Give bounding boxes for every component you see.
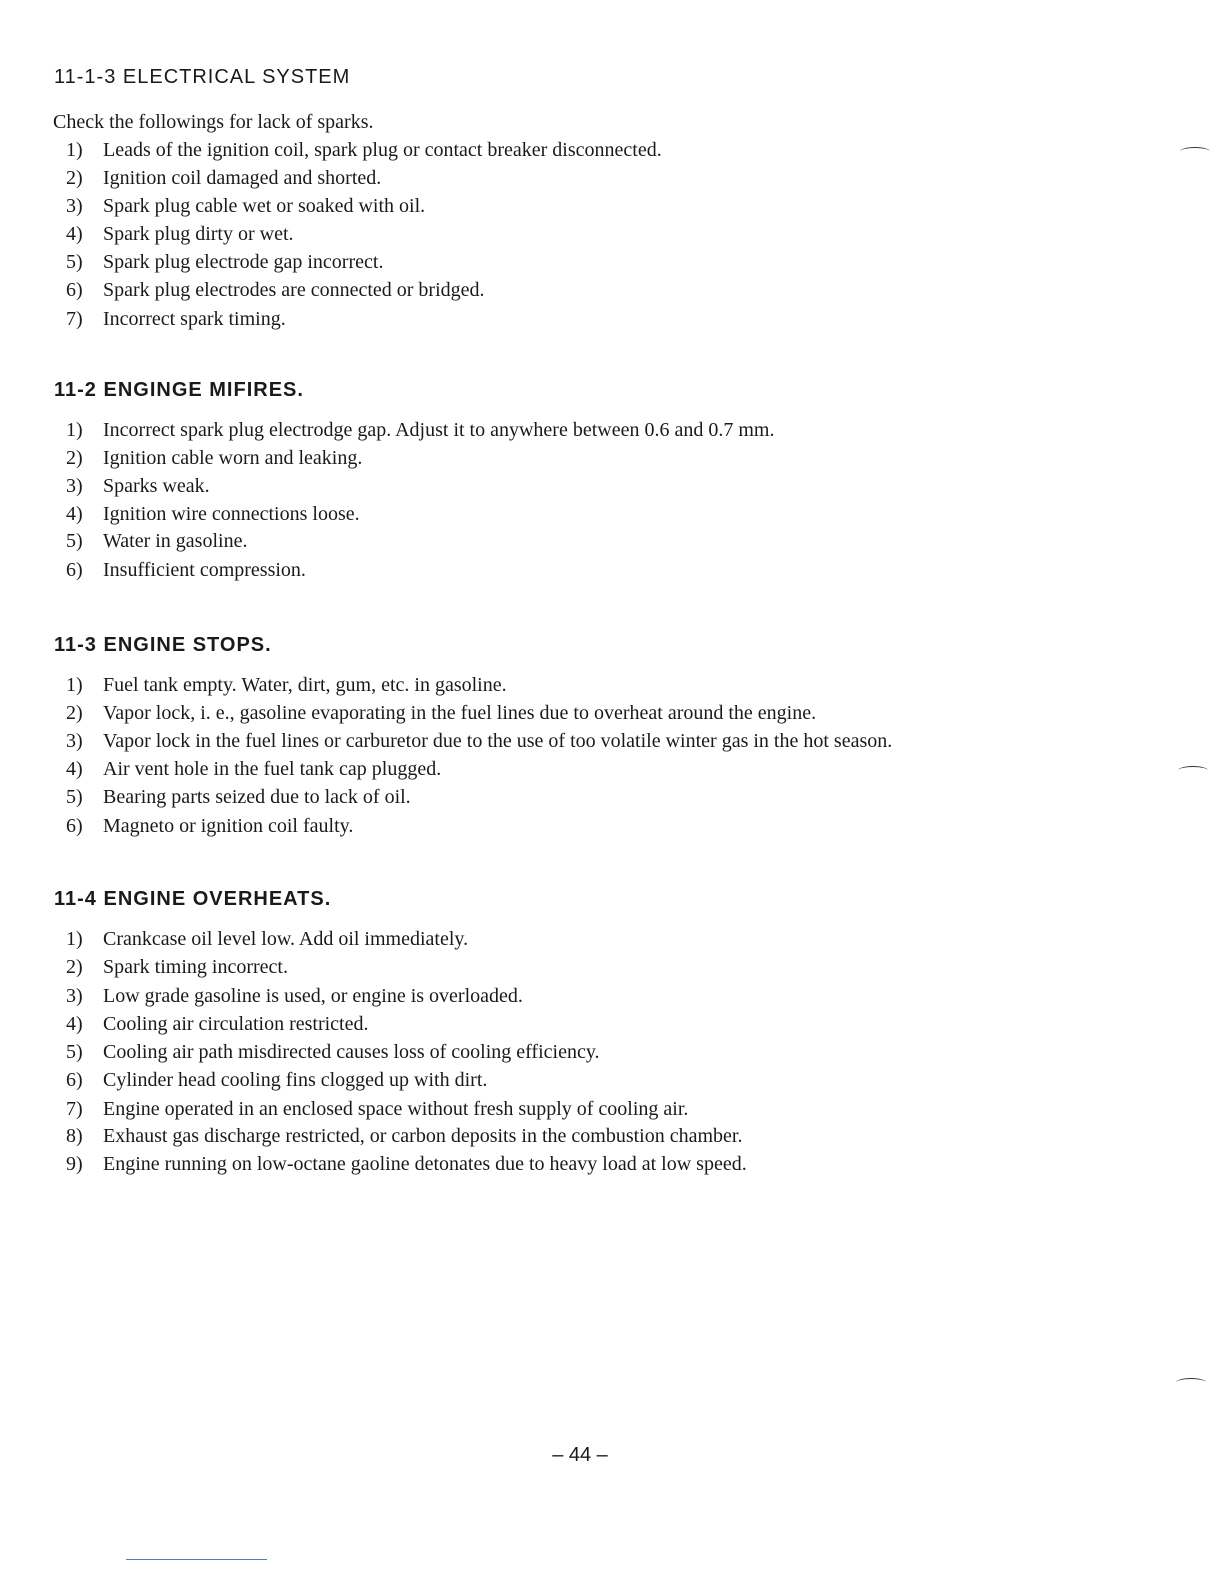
item-text: Spark plug dirty or wet. [103, 223, 294, 245]
item-number: 6) [66, 815, 83, 837]
item-text: Magneto or ignition coil faulty. [103, 815, 354, 837]
item-number: 1) [66, 419, 83, 441]
item-number: 2) [66, 447, 83, 469]
item-text: Leads of the ignition coil, spark plug or contact breaker disconnected. [103, 139, 662, 161]
section-heading-engine-misfires: 11-2 ENGINGE MIFIRES. [54, 379, 304, 401]
item-number: 1) [66, 139, 83, 161]
item-number: 4) [66, 223, 83, 245]
item-text: Spark plug electrode gap incorrect. [103, 251, 384, 273]
item-text: Vapor lock, i. e., gasoline evaporating in the fuel lines due to overheat around the engine. [103, 702, 817, 724]
section-heading-engine-overheats: 11-4 ENGINE OVERHEATS. [54, 888, 332, 910]
item-text: Crankcase oil level low. Add oil immediately. [103, 928, 469, 950]
binder-mark [1176, 1378, 1206, 1387]
item-number: 4) [66, 758, 83, 780]
item-number: 3) [66, 195, 83, 217]
item-number: 1) [66, 928, 83, 950]
item-number: 6) [66, 279, 83, 301]
item-text: Engine running on low-octane gaoline detonates due to heavy load at low speed. [103, 1153, 747, 1175]
item-text: Ignition cable worn and leaking. [103, 447, 363, 469]
item-number: 2) [66, 702, 83, 724]
item-text: Incorrect spark plug electrodge gap. Adjust it to anywhere between 0.6 and 0.7 mm. [103, 419, 775, 441]
item-text: Water in gasoline. [103, 530, 248, 552]
item-text: Cooling air path misdirected causes loss of cooling efficiency. [103, 1041, 600, 1063]
item-number: 1) [66, 674, 83, 696]
item-text: Cooling air circulation restricted. [103, 1013, 369, 1035]
item-number: 3) [66, 475, 83, 497]
item-number: 8) [66, 1125, 83, 1147]
item-number: 6) [66, 1069, 83, 1091]
binder-mark [1178, 766, 1208, 775]
item-text: Low grade gasoline is used, or engine is overloaded. [103, 985, 523, 1007]
section-heading-electrical-system: 11-1-3 ELECTRICAL SYSTEM [54, 66, 351, 88]
item-number: 5) [66, 786, 83, 808]
item-number: 9) [66, 1153, 83, 1175]
item-text: Ignition coil damaged and shorted. [103, 167, 382, 189]
item-number: 2) [66, 167, 83, 189]
item-number: 5) [66, 1041, 83, 1063]
footer-rule [126, 1559, 267, 1560]
item-number: 5) [66, 530, 83, 552]
item-text: Spark plug electrodes are connected or bridged. [103, 279, 485, 301]
item-text: Insufficient compression. [103, 559, 306, 581]
item-text: Exhaust gas discharge restricted, or carbon deposits in the combustion chamber. [103, 1125, 743, 1147]
item-text: Incorrect spark timing. [103, 308, 286, 330]
page-number: – 44 – [552, 1444, 608, 1466]
item-number: 6) [66, 559, 83, 581]
item-text: Spark timing incorrect. [103, 956, 288, 978]
item-text: Fuel tank empty. Water, dirt, gum, etc. in gasoline. [103, 674, 507, 696]
item-number: 7) [66, 1098, 83, 1120]
item-text: Spark plug cable wet or soaked with oil. [103, 195, 426, 217]
item-text: Air vent hole in the fuel tank cap plugged. [103, 758, 442, 780]
section-intro: Check the followings for lack of sparks. [53, 111, 374, 133]
item-number: 4) [66, 503, 83, 525]
item-number: 4) [66, 1013, 83, 1035]
item-text: Bearing parts seized due to lack of oil. [103, 786, 411, 808]
section-heading-engine-stops: 11-3 ENGINE STOPS. [54, 634, 272, 656]
item-text: Ignition wire connections loose. [103, 503, 360, 525]
item-text: Vapor lock in the fuel lines or carburetor due to the use of too volatile winter gas in the hot season. [103, 730, 893, 752]
item-number: 3) [66, 985, 83, 1007]
binder-mark [1180, 147, 1210, 156]
item-text: Cylinder head cooling fins clogged up with dirt. [103, 1069, 488, 1091]
item-number: 3) [66, 730, 83, 752]
item-text: Engine operated in an enclosed space without fresh supply of cooling air. [103, 1098, 689, 1120]
item-number: 7) [66, 308, 83, 330]
item-number: 2) [66, 956, 83, 978]
item-text: Sparks weak. [103, 475, 210, 497]
item-number: 5) [66, 251, 83, 273]
